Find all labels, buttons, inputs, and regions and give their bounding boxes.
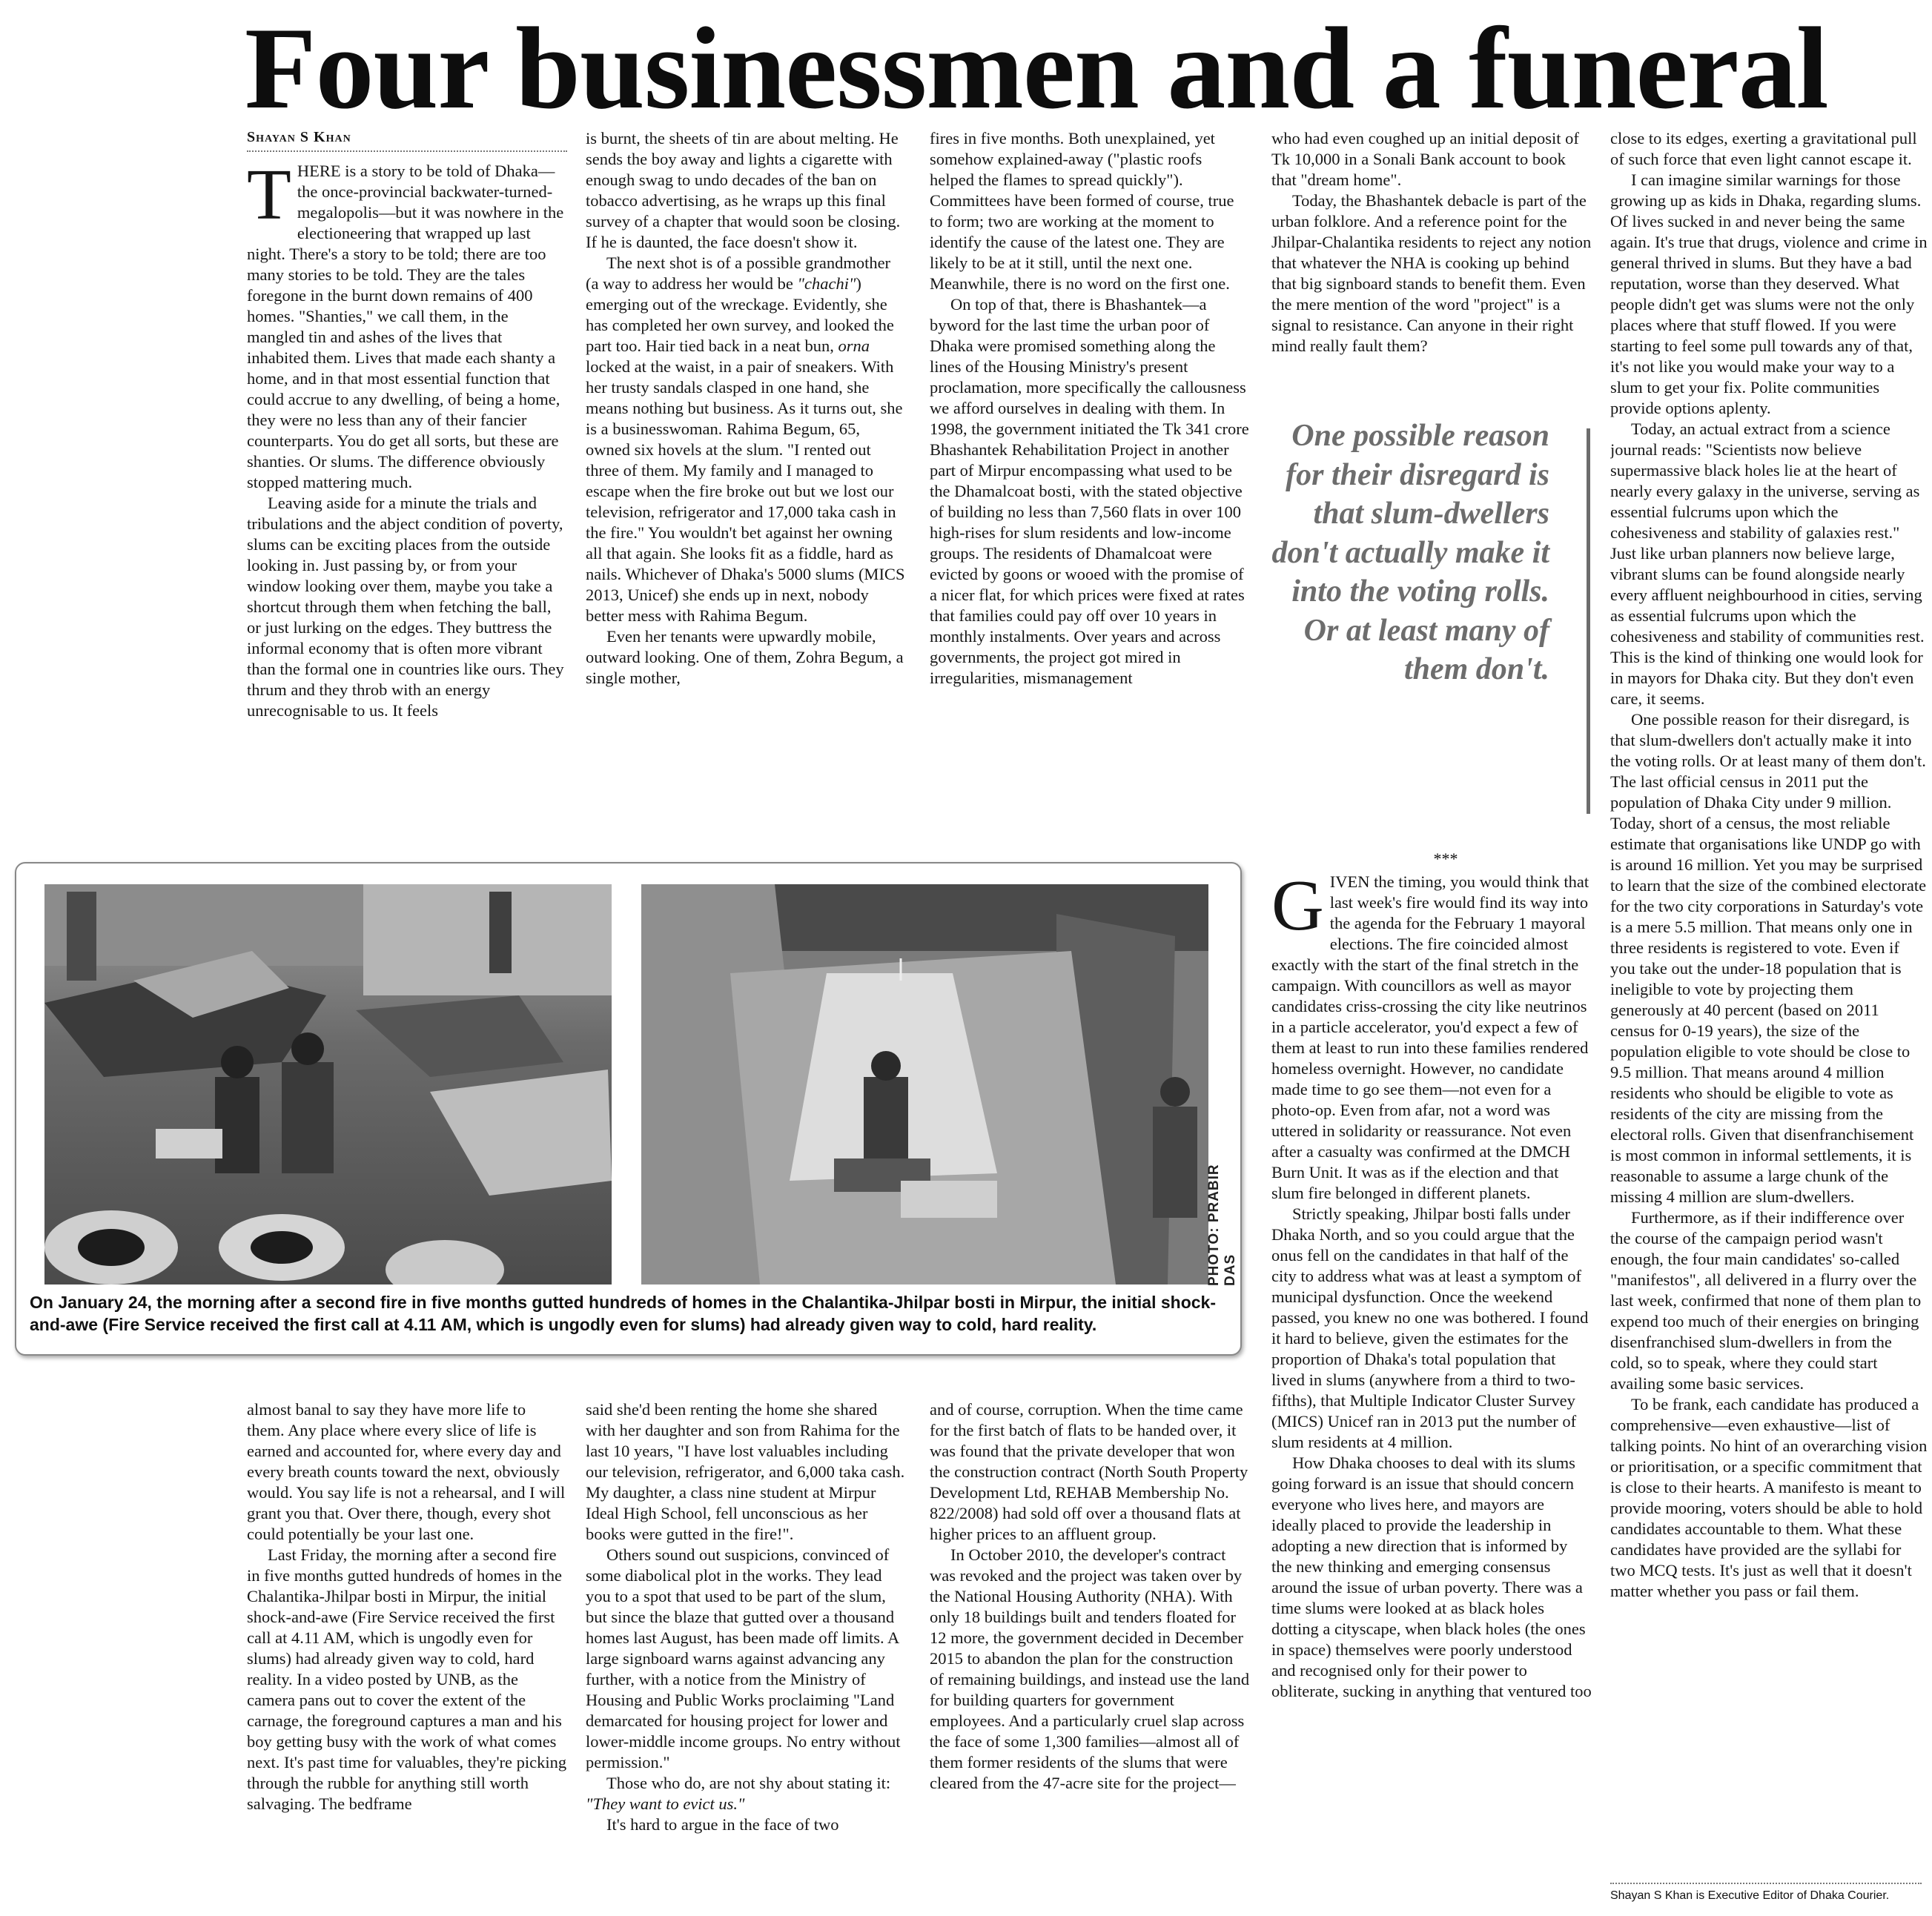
paragraph: almost banal to say they have more life to them. Any place where every slice of life is earned and accounted for, where every day and every breath counts toward the next, obviously would. You say life is not a rehearsal, and I will grant you that. Over there, though, every shot could potentially be your last one. — [247, 1400, 566, 1543]
column-1-top — [247, 128, 567, 825]
paragraph: Strictly speaking, Jhilpar bosti falls under Dhaka North, and so you could argue that the onus fell on the candidates in that half of the city to address what was at least a symptom of municipal dysfunction. Once the weekend passed, you knew no one was bothered. I found it hard to believe, given the estimates for the proportion of Dhaka's total population that lived in slums (anywhere from a third to two-fifths), that Multiple Indicator Cluster Survey (MICS) Unicef ran in 2013 put the number of slum residents at 4 million. — [1271, 1204, 1589, 1451]
drop-cap: T — [247, 155, 291, 235]
column-3-top — [930, 128, 1250, 825]
paragraph: How Dhaka chooses to deal with its slums going forward is an issue that should concern everyone who lives here, and mayors are ideally placed to provide the leadership in adopting a new direction that is informed by the new thinking and emerging consensus around the issue of urban poverty. There was a time slums were looked at as black holes dotting a cityscape, when black holes (the ones in space) themselves were poorly understood and recognised only for their power to obliterate, sucking in anything that ventured too — [1271, 1453, 1592, 1700]
paragraph: I can imagine similar warnings for those growing up as kids in Dhaka, regarding slums. Of lives sucked in and never being the same again. It's true that drugs, violence and crime in general thrived in slums. But they have a bad reputation, worse than they deserved. What people didn't get was slums were not the only places where that stuff flowed. If you were starting to feel some pull towards any of that, it's not like you would make your way to a slum to get your fix. Polite communities provide options aplenty. — [1610, 170, 1928, 417]
column-3-bottom — [930, 1399, 1250, 1913]
paragraph: who had even coughed up an initial deposit of Tk 10,000 in a Sonali Bank account to book that "dream home". — [1271, 129, 1579, 189]
byline: Shayan S Khan — [247, 128, 567, 152]
paragraph: Last Friday, the morning after a second fire in five months gutted hundreds of homes in the Chalantika-Jhilpar bosti in Mirpur, the initial shock-and-awe (Fire Service received the first call at 4.11 AM, which is ungodly even for slums) had already given way to cold, hard reality. In a video posted by UNB, as the camera pans out to cover the extent of the carnage, the foreground captures a man and his boy getting busy with the work of what comes next. It's past time for valuables, they're picking through the rubble for anything still worth salvaging. The bedframe — [247, 1545, 567, 1813]
paragraph: Today, an actual extract from a science journal reads: "Scientists now believe supermassive black holes lie at the heart of nearly every galaxy in the universe, serving as essential fulcrums upon which the cohesiveness and stability of galaxies rest." Just like urban planners now believe large, vibrant slums can be found alongside nearly every affluent neighbourhood in cities, serving as essential fulcrums upon which the cohesiveness and stability of communities rest. This is the kind of thinking one would look for in mayors for Dhaka city. But they don't even care, it seems. — [1610, 420, 1925, 708]
paragraph: close to its edges, exerting a gravitational pull of such force that even light cannot escape it. — [1610, 129, 1917, 168]
paragraph: Others sound out suspicions, convinced of some diabolical plot in the works. They lead you to a spot that used to be part of the slum, but since the blaze that gutted over a thousand homes last August, has been made off limits. A large signboard warns against advancing any further, with a notice from the Ministry of Housing and Public Works proclaiming "Land demarcated for housing project for lower and lower-middle income groups. No entry without permission." — [586, 1545, 901, 1771]
author-note: Shayan S Khan is Executive Editor of Dhaka Courier. — [1610, 1889, 1890, 1902]
pull-quote-rule — [1587, 428, 1590, 814]
photo-mosquito-net — [641, 884, 1208, 1284]
column-1-bottom — [247, 1399, 567, 1913]
photo-caption: On January 24, the morning after a second fire in five months gutted hundreds of homes in the Chalantika-Jhilpar bosti in Mirpur, the initial shock-and-awe (Fire Service received the first call at 4.11 AM, which is ungodly even for slums) had already given way to cold, hard reality. — [30, 1293, 1217, 1334]
paragraph: The next shot is of a possible grandmother (a way to address her would be "chachi") emerging out of the wreckage. Evidently, she has completed her own survey, and looked the part too. Hair tied back in a neat bun, orna locked at the waist, in a pair of sneakers. With her trusty sandals clasped in one hand, she means nothing but business. As it turns out, she is a businesswoman. Rahima Begum, 65, owned six hovels at the slum. "I rented out three of them. My family and I managed to escape when the fire broke out but we lost our television, refrigerator and 17,000 taka cash in the fire." You wouldn't bet against her owning all that again. She looks fit as a fiddle, hard as nails. Whichever of Dhaka's 5000 slums (MICS 2013, Unicef) she ends up in next, nobody better mess with Rahima Begum. — [586, 253, 905, 625]
paragraph: To be frank, each candidate has produced a comprehensive—even exhaustive—list of talking points. No hint of an overarching vision or prioritisation, or a specific commitment that is close to their hearts. A manifesto is meant to provide mooring, voters should be able to hold candidates accountable to them. What these candidates have provided are the syllabi for two MCQ tests. It's just as well that it doesn't matter whether you pass or fail them. — [1610, 1395, 1928, 1600]
paragraph: fires in five months. Both unexplained, yet somehow explained-away ("plastic roofs helped the flames to spread quickly"). Committees have been formed of course, true to form; two are working at the moment to identify the cause of the latest one. They are likely to be at it still, until the next one. Meanwhile, there is no word on the first one. — [930, 129, 1234, 293]
column-2-top — [586, 128, 906, 825]
column-4-top — [1271, 128, 1592, 402]
drop-cap: G — [1271, 872, 1324, 946]
paragraph: Furthermore, as if their indifference over the course of the campaign period wasn't enough, the four main candidates' so-called "manifestos", all delivered in a flurry over the last week, confirmed that none of them plan to expend too much of their energies on bringing disenfranchised slum-dwellers in from the cold, so to speak, where they could start availing some basic services. — [1610, 1208, 1922, 1393]
paragraph: said she'd been renting the home she shared with her daughter and son from Rahima for the last 10 years, "I have lost valuables including our television, refrigerator, and 6,000 taka cash. My daughter, a class nine student at Mirpur Ideal High School, fell unconscious as her books were gutted in the fire!". — [586, 1400, 905, 1543]
paragraph: and of course, corruption. When the time came for the first batch of flats to be handed over, it was found that the private developer that won the construction contract (North South Property Development Ltd, REHAB Membership No. 822/2008) had sold off over a thousand flats at higher prices to an affluent group. — [930, 1400, 1248, 1543]
column-5 — [1610, 128, 1928, 1879]
headline: Four businessmen and a funeral — [245, 4, 1828, 133]
section-break: *** — [1433, 849, 1458, 868]
paragraph: Today, the Bhashantek debacle is part of the urban folklore. And a reference point for the Jhilpar-Chalantika residents to reject any notion that whatever the NHA is cooking up behind that big signboard stands to benefit them. Even the mere mention of the word "project" is a signal to resistance. Can anyone in their right mind really fault them? — [1271, 191, 1592, 355]
photo-credit: PHOTO: PRABIR DAS — [1206, 1164, 1238, 1286]
paragraph: is burnt, the sheets of tin are about melting. He sends the boy away and lights a cigarette with enough swag to undo decades of the ban on tobacco advertising, as he wraps up this final survey of a chapter that would soon be closing. If he is daunted, the face doesn't show it. — [586, 129, 901, 251]
paragraph: THERE is a story to be told of Dhaka—the once-provincial backwater-turned-megalopolis—but it was nowhere in the electioneering that wrapped up last night. There's a story to be told; there are too many stories to be told. They are the tales foregone in the burnt down remains of 400 homes. "Shanties," we call them, in the mangled tin and ashes of the lives that inhabited them. Lives that made each shanty a home, and in that most essential function that could accrue to any dwelling, of being a home, they were no less than any of their fancier counterparts. You do get all sorts, but these are shanties. Or slums. The difference obviously stopped mattering much. — [247, 155, 564, 491]
paragraph: It's hard to argue in the face of two — [606, 1815, 839, 1834]
signature-rule — [1610, 1883, 1922, 1884]
pull-quote: One possible reason for their disregard is that slum-dwellers don't actually make it into the voting rolls. Or at least many of them don't. — [1271, 419, 1549, 686]
paragraph: GIVEN the timing, you would think that last week's fire would find its way into the agenda for the February 1 mayoral elections. The fire coincided almost exactly with the start of the final stretch in the campaign. With councillors as well as mayor candidates criss-crossing the city like neutrinos in a particle accelerator, you'd expect a few of them at least to run into these families rendered homeless overnight. However, no candidate made time to go see them—not even for a photo-op. Even from afar, not a word was uttered in solidarity or reassurance. Not even after a casualty was confirmed at the DMCH Burn Unit. It was as if the election and that slum fire belonged in different planets. — [1271, 872, 1589, 1202]
column-4-bottom — [1271, 872, 1592, 1913]
paragraph: One possible reason for their disregard, is that slum-dwellers don't actually make it into the voting rolls. Or at least many of them don't. The last official census in 2011 put the population of Dhaka City under 9 million. Today, short of a census, the most reliable estimate that organisations like UNDP go with is around 16 million. Yet you may be surprised to learn that the size of the combined electorate for the two city corporations in Saturday's vote is a mere 5.5 million. That means only one in three residents is registered to vote. Even if you take out the under-18 population that is ineligible to vote by projecting them generously at 40 percent (based on 2011 census for 0-19 years), the size of the population eligible to vote should be close to 9.5 million. That means around 4 million residents who should be eligible to vote as residents of the city are missing from the electoral rolls. Given that disenfranchisement is most common in informal settlements, it is reasonable to assume a large chunk of the missing 4 million are slum-dwellers. — [1610, 710, 1927, 1206]
paragraph: Even her tenants were upwardly mobile, outward looking. One of them, Zohra Begum, a single mother, — [586, 627, 904, 687]
paragraph: In October 2010, the developer's contract was revoked and the project was taken over by the National Housing Authority (NHA). With only 18 buildings built and tenders floated for 12 more, the government decided in December 2015 to abandon the plan for the construction of remaining buildings, and instead use the land for building quarters for government employees. And a particularly cruel slap across the face of some 1,300 families—almost all of them former residents of the slums that were cleared from the 47-acre site for the project— — [930, 1545, 1250, 1792]
paragraph: On top of that, there is Bhashantek—a byword for the last time the urban poor of Dhaka were promised something along the lines of the Housing Ministry's present proclamation, more specifically the callousness we afford ourselves in dealing with them. In 1998, the government initiated the Tk 341 crore Bhashantek Rehabilitation Project in another part of Mirpur encompassing what used to be the Dhamalcoat bosti, with the stated objective of building no less than 7,560 flats in over 100 high-rises for slum residents and low-income groups. The residents of Dhamalcoat were evicted by goons or wooed with the promise of a nicer flat, for which prices were fixed at rates that families could pay off over 10 years in monthly instalments. Over years and across governments, the project got mired in irregularities, mismanagement — [930, 295, 1249, 687]
paragraph: Those who do, are not shy about stating it: "They want to evict us." — [586, 1774, 891, 1813]
paragraph: Leaving aside for a minute the trials and tribulations and the abject condition of poverty, slums can be exciting places from the outside looking in. Just passing by, or from your window looking over them, maybe you take a shortcut through them when fetching the ball, or just lurking on the edges. They buttress the informal economy that is often more vibrant than the formal one in countries like ours. They thrum and they throb with an energy unrecognisable to us. It feels — [247, 494, 564, 720]
column-2-bottom — [586, 1399, 906, 1913]
photo-burnt-rubble — [44, 884, 612, 1284]
